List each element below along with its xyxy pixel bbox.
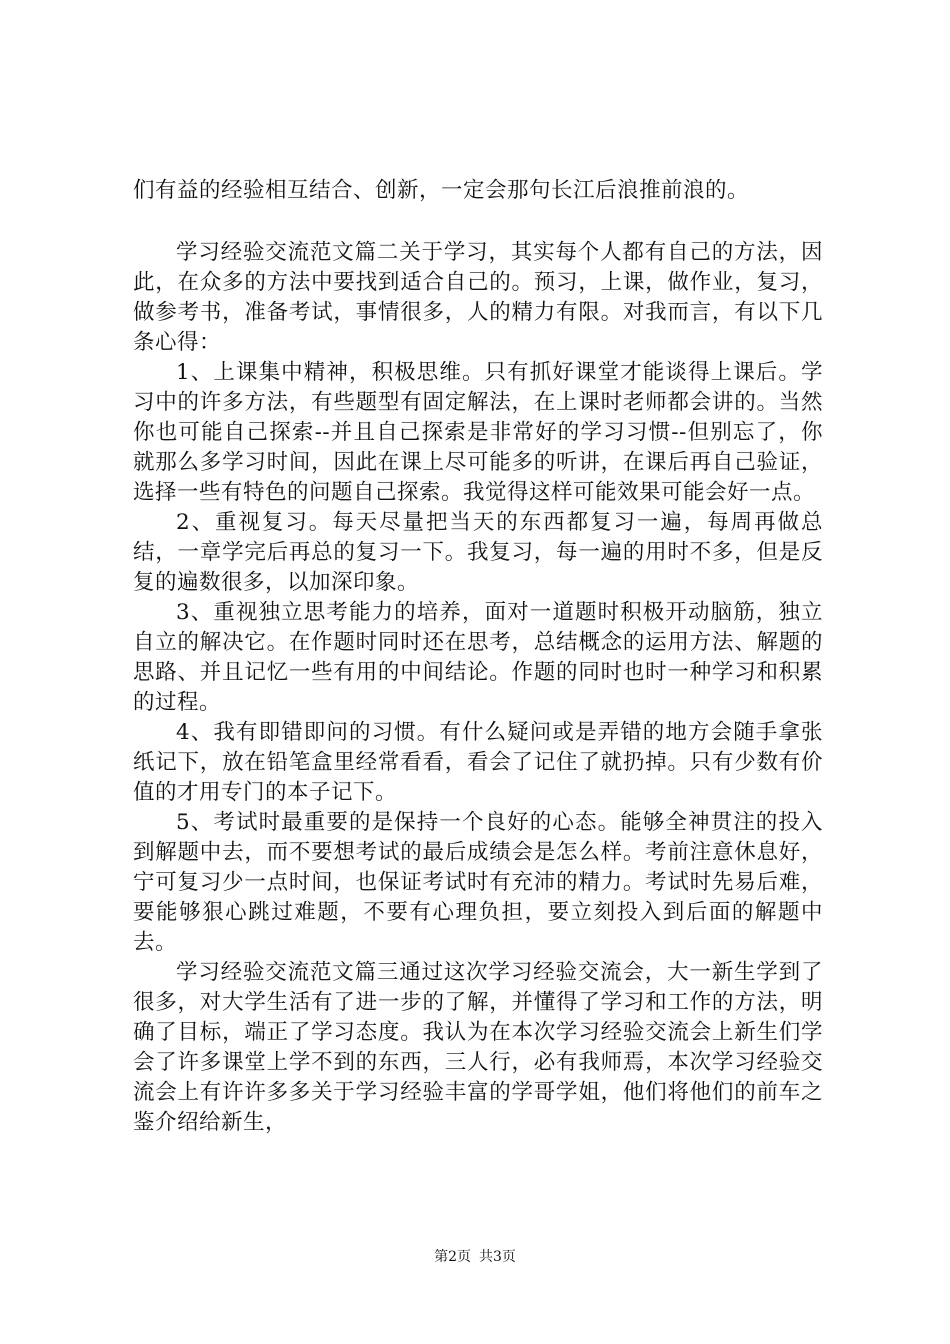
document-body: [133, 176, 823, 1138]
page-number: 第2页: [434, 1249, 471, 1265]
paragraph-continuation: 们有益的经验相互结合、创新，一定会那句长江后浪推前浪的。: [133, 178, 750, 203]
paragraph-essay-two-intro: 学习经验交流范文篇二关于学习，其实每个人都有自己的方法，因此，在众多的方法中要找到适合自己的。预习，上课，做作业，复习，做参考书，准备考试，事情很多，人的精力有限。对我而言，有以下几条心得：: [133, 240, 823, 355]
paragraph-essay-three: 学习经验交流范文篇三通过这次学习经验交流会，大一新生学到了很多，对大学生活有了进一步的了解，并懂得了学习和工作的方法，明确了目标，端正了学习态度。我认为在本次学习经验交流会上新生们学会了许多课堂上学不到的东西，三人行，必有我师焉，本次学习经验交流会上有许许多多关于学习经验丰富的学哥学姐，他们将他们的前车之鉴介绍给新生，: [133, 960, 823, 1135]
paragraph-tip-4: 4、我有即错即问的习惯。有什么疑问或是弄错的地方会随手拿张纸记下，放在铅笔盒里经常看看，看会了记住了就扔掉。只有少数有价值的才用专门的本子记下。: [133, 720, 823, 805]
paragraph-tip-2: 2、重视复习。每天尽量把当天的东西都复习一遍，每周再做总结，一章学完后再总的复习一下。我复习，每一遍的用时不多，但是反复的遍数很多，以加深印象。: [133, 510, 823, 595]
paragraph-tip-3: 3、重视独立思考能力的培养，面对一道题时积极开动脑筋，独立自立的解决它。在作题时同时还在思考，总结概念的运用方法、解题的思路、并且记忆一些有用的中间结论。作题的同时也时一种学习和积累的过程。: [133, 600, 823, 715]
page-footer: [0, 1246, 950, 1266]
page-total: 共3页: [479, 1249, 516, 1265]
paragraph-tip-5: 5、考试时最重要的是保持一个良好的心态。能够全神贯注的投入到解题中去，而不要想考试的最后成绩会是怎么样。考前注意休息好，宁可复习少一点时间，也保证考试时有充沛的精力。考试时先易后难，要能够狠心跳过难题，不要有心理负担，要立刻投入到后面的解题中去。: [133, 810, 823, 955]
paragraph-tip-1: 1、上课集中精神，积极思维。只有抓好课堂才能谈得上课后。学习中的许多方法，有些题型有固定解法，在上课时老师都会讲的。当然你也可能自己探索--并且自己探索是非常好的学习习惯--但别忘了，你就那么多学习时间，因此在课上尽可能多的听讲，在课后再自己验证，选择一些有特色的问题自己探索。我觉得这样可能效果可能会好一点。: [133, 360, 823, 505]
